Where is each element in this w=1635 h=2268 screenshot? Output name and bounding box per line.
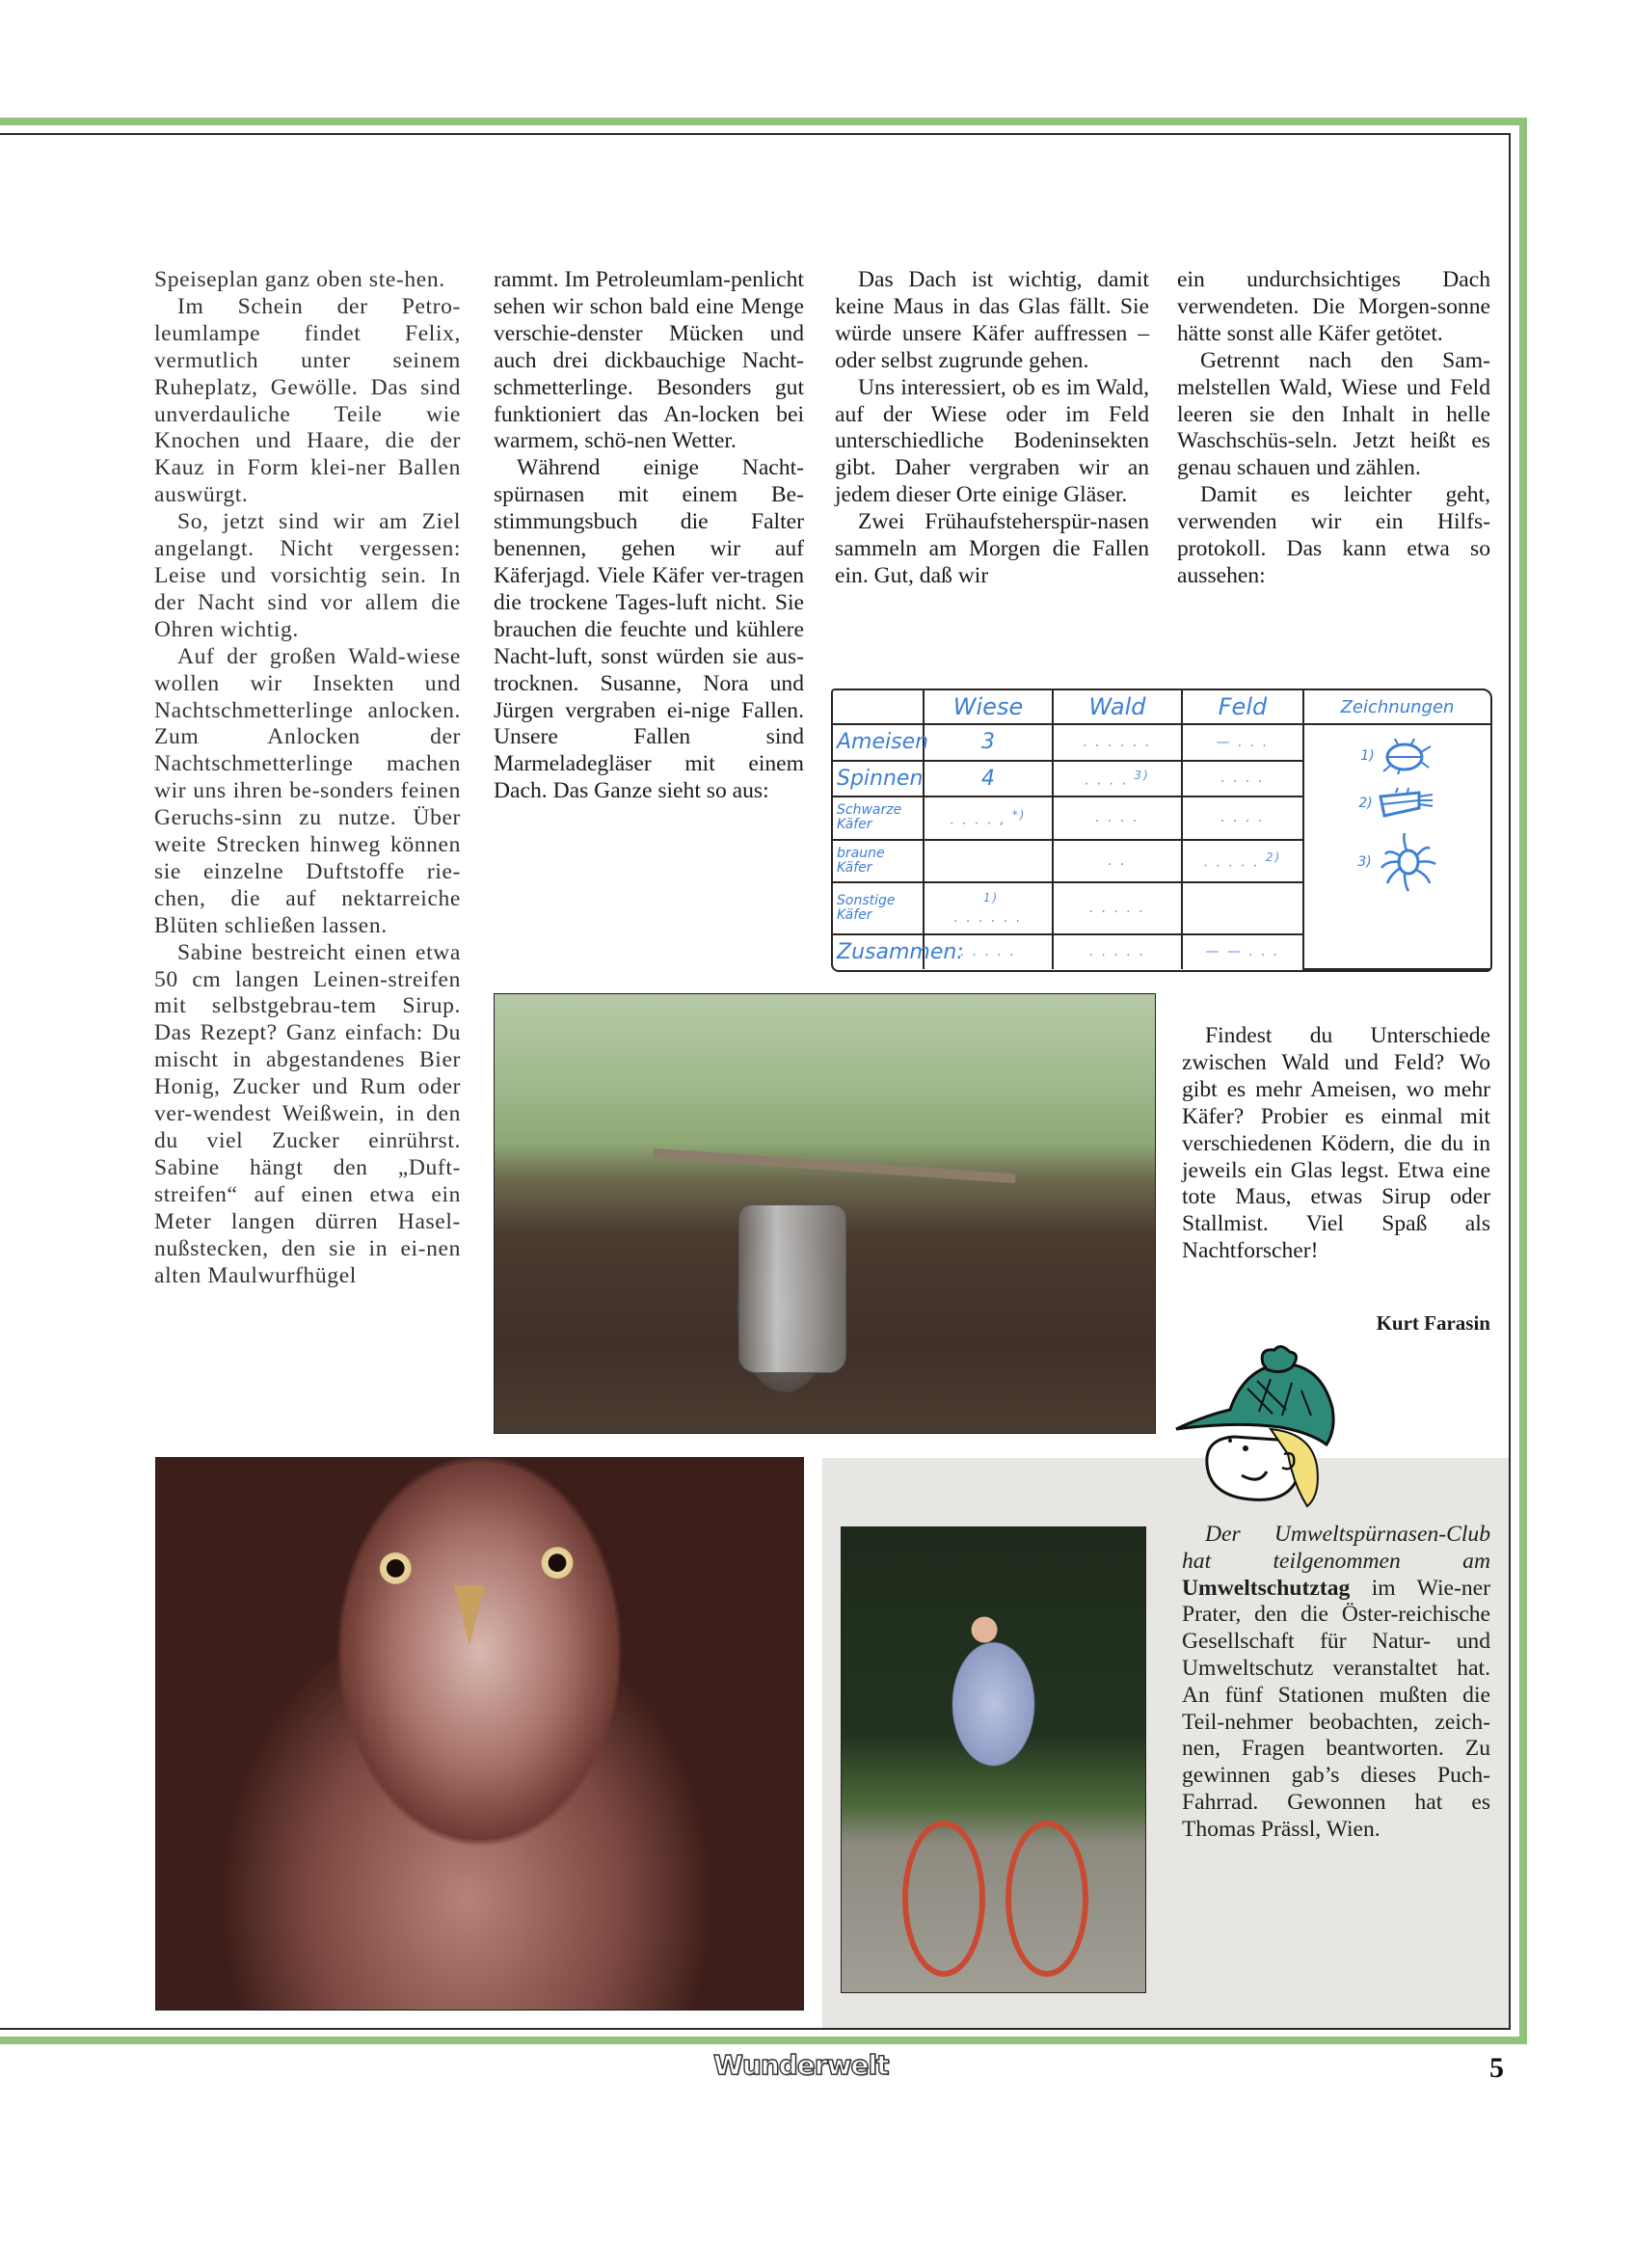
cell-wald: . . . . . (1053, 882, 1182, 934)
beetle-long-icon (1377, 787, 1436, 820)
cell-wald (1053, 761, 1182, 797)
beetle-round-icon (1379, 737, 1434, 775)
bike-winner-photo (841, 1526, 1146, 1993)
footnote-mark: 3) (1134, 768, 1150, 782)
article-column-1 (154, 267, 461, 1289)
paragraph: Während einige Nacht-spürnasen mit einem Be-stimmungsbuch die Falter benennen, gehen wir auf Käferjagd. Viele Käfer ver-tragen die trockene Tages-luft nicht. Sie brauchen die feuchte und kühlere Nacht-luft, sonst würden sie aus-trocknen. Susanne, Nora und Jürgen vergraben ei-nige Fallen. Unsere Fallen sind Marmeladegläser mit einem Dach. Das Ganze sieht so aus: (494, 455, 804, 804)
drawing-label: 1) (1360, 748, 1375, 764)
owl-photo (155, 1457, 804, 2011)
bike-wheel (1005, 1821, 1088, 1977)
cell-wiese: 4 (924, 761, 1053, 797)
paragraph: Auf der großen Wald-wiese wollen wir Insekten und Nachtschmetterlinge anlocken. Zum Anlocken der Nachtschmetterlinge machen wir uns ihren be-sonders feinen Geruchs-sinn zu nutze. Über weite Strecken hinweg können sie einzelne Duftstoffe rie-chen, die auf nektarreiche Blüten schließen lassen. (154, 643, 461, 938)
row-label: Zusammen: (833, 934, 924, 969)
paragraph: Damit es leichter geht, verwenden wir ein Hilfs-protokoll. Das kann etwa so aussehen: (1177, 482, 1490, 588)
cell-feld: . . . . (1182, 796, 1303, 839)
page-frame-green-top (0, 118, 1527, 125)
italic-lead: Der Umweltspürnasen-Club hat teilgenommen am (1182, 1522, 1490, 1574)
paragraph: Sabine bestreicht einen etwa 50 cm langen Leinen-streifen mit selbstgebrau-tem Sirup. Das Rezept? Ganz einfach: Du mischt in abgestandenes Bier Honig, Zucker und Rum oder ver-wendest Weißwein, in den du viel Zucker einrührst. Sabine hängt den „Duft-streifen“ auf einen etwa ein Meter langen dürren Hasel-nußstecken, den sie in ei-nen alten Maulwurfhügel (154, 939, 461, 1288)
table-row (833, 724, 1490, 761)
table-header-wiese: Wiese (924, 690, 1053, 724)
footnote-mark: *) (1011, 807, 1027, 822)
paragraph: ein undurchsichtiges Dach verwendeten. Die Morgen-sonne hätte sonst alle Käfer getötet. (1177, 267, 1490, 346)
cell-wald: . . . . . (1053, 934, 1182, 969)
magazine-logo: Wunderwelt (713, 2049, 889, 2081)
paragraph: So, jetzt sind wir am Ziel angelangt. Nicht vergessen: Leise und vorsichtig sein. In der Nacht sind vor allem die Ohren wichtig. (154, 509, 461, 642)
cell-wiese: . . . . . (924, 934, 1053, 969)
page-frame-black-bottom (0, 2028, 1511, 2030)
cell-wiese (924, 840, 1053, 882)
drawing-item (1308, 831, 1487, 893)
cell-feld: — . . . (1182, 724, 1303, 761)
row-label: Sonstige Käfer (833, 882, 924, 934)
drawing-label: 2) (1358, 796, 1373, 811)
footnote-mark: 2) (1265, 850, 1282, 865)
cell-wald: . . (1053, 840, 1182, 882)
page-frame-black-top (0, 133, 1511, 135)
row-label: Ameisen (833, 724, 924, 761)
cell-feld: . . . . (1182, 761, 1303, 797)
row-label: Spinnen (833, 761, 924, 797)
author-byline: Kurt Farasin (1376, 1311, 1490, 1335)
sidebar-text (1182, 1522, 1490, 1844)
cell-feld: — — . . . (1182, 934, 1303, 969)
trap-photo (494, 993, 1156, 1434)
row-label: Schwarze Käfer (833, 796, 924, 839)
trap-lid (654, 1148, 1017, 1183)
spider-icon (1376, 831, 1437, 893)
paragraph: Zwei Frühaufsteherspür-nasen sammeln am Morgen die Fallen ein. Gut, daß wir (835, 509, 1149, 588)
article-column-5 (1182, 1023, 1490, 1265)
page-number: 5 (1489, 2052, 1504, 2084)
table-header-zeichnungen: Zeichnungen (1303, 690, 1490, 724)
protocol-table (831, 688, 1492, 972)
paragraph: rammt. Im Petroleumlam-penlicht sehen wir schon bald eine Menge verschie-denster Mücken und auch drei dickbauchige Nacht-schmetterlinge. Besonders gut funktioniert das An-locken bei warmem, schö-nen Wetter. (494, 267, 804, 454)
paragraph: Im Schein der Petro-leumlampe findet Felix, vermutlich unter seinem Ruheplatz, Gewölle. Das sind unverdauliche Teile wie Knochen und Haare, die der Kauz in Form klei-ner Ballen auswürgt. (154, 293, 461, 508)
article-column-3 (835, 267, 1149, 590)
cell-wald: . . . . . . (1053, 724, 1182, 761)
cell-wiese: 3 (924, 724, 1053, 761)
bike-wheel (902, 1821, 985, 1977)
article-column-4 (1177, 267, 1490, 590)
drawing-item (1308, 737, 1487, 775)
owl-beak (454, 1585, 485, 1645)
drawings-cell (1303, 724, 1490, 969)
sidebar-body: im Wie-ner Prater, den die Öster-reichische Gesellschaft für Natur- und Umweltschutz veranstaltet hat. An fünf Stationen mußten die Teil-nehmer beobachten, zeich-nen, Fragen beantworten. Zu gewinnen gab’s dieses Puch-Fahrrad. Gewonnen hat es Thomas Prässl, Wien. (1182, 1575, 1490, 1842)
cell-value: . . . . (1085, 772, 1129, 789)
mascot-detective-icon (1166, 1340, 1350, 1514)
paragraph: Uns interessiert, ob es im Wald, auf der Wiese oder im Feld unterschiedliche Bodeninsekten gibt. Daher vergraben wir an jedem dieser Orte einige Gläser. (835, 374, 1149, 508)
paragraph (1182, 1522, 1490, 1844)
cell-wiese (924, 882, 1053, 934)
cell-value: . . . . . (1203, 855, 1260, 872)
page-frame-black-right (1509, 133, 1511, 2030)
cell-wiese (924, 796, 1053, 839)
paragraph: Speiseplan ganz oben ste-hen. (154, 267, 445, 292)
cell-value: . . . . , (950, 812, 1006, 828)
cell-feld (1182, 882, 1303, 934)
table-header-wald: Wald (1053, 690, 1182, 724)
cell-value: . . . . . . (953, 910, 1023, 927)
bold-term: Umweltschutztag (1182, 1575, 1351, 1601)
paragraph: Das Dach ist wichtig, damit keine Maus in das Glas fällt. Sie würde unsere Käfer auffressen – oder selbst zugrunde gehen. (835, 267, 1149, 373)
drawing-label: 3) (1357, 854, 1372, 870)
cell-feld (1182, 840, 1303, 882)
drawing-item (1308, 787, 1487, 820)
paragraph: Findest du Unterschiede zwischen Wald und Feld? Wo gibt es mehr Ameisen, wo mehr Käfer? Probier es einmal mit verschiedenen Ködern, die du in jeweils ein Glas legst. Etwa eine tote Maus, etwas Sirup oder Stallmist. Viel Spaß als Nachtforscher! (1182, 1023, 1490, 1264)
page-frame-green-right (1519, 118, 1527, 2044)
page-frame-green-bottom (0, 2037, 1527, 2044)
paragraph: Getrennt nach den Sam-melstellen Wald, Wiese und Feld leeren sie den Inhalt in helle Waschschüs-seln. Jetzt heißt es genau schauen und zählen. (1177, 347, 1490, 481)
footnote-mark: 1) (982, 890, 1000, 904)
table-header-row (833, 690, 1490, 724)
trap-jar (738, 1204, 846, 1373)
table-header-cell (833, 690, 924, 724)
article-column-2 (494, 267, 804, 805)
table-header-feld: Feld (1182, 690, 1303, 724)
row-label: braune Käfer (833, 840, 924, 882)
cell-wald: . . . . (1053, 796, 1182, 839)
